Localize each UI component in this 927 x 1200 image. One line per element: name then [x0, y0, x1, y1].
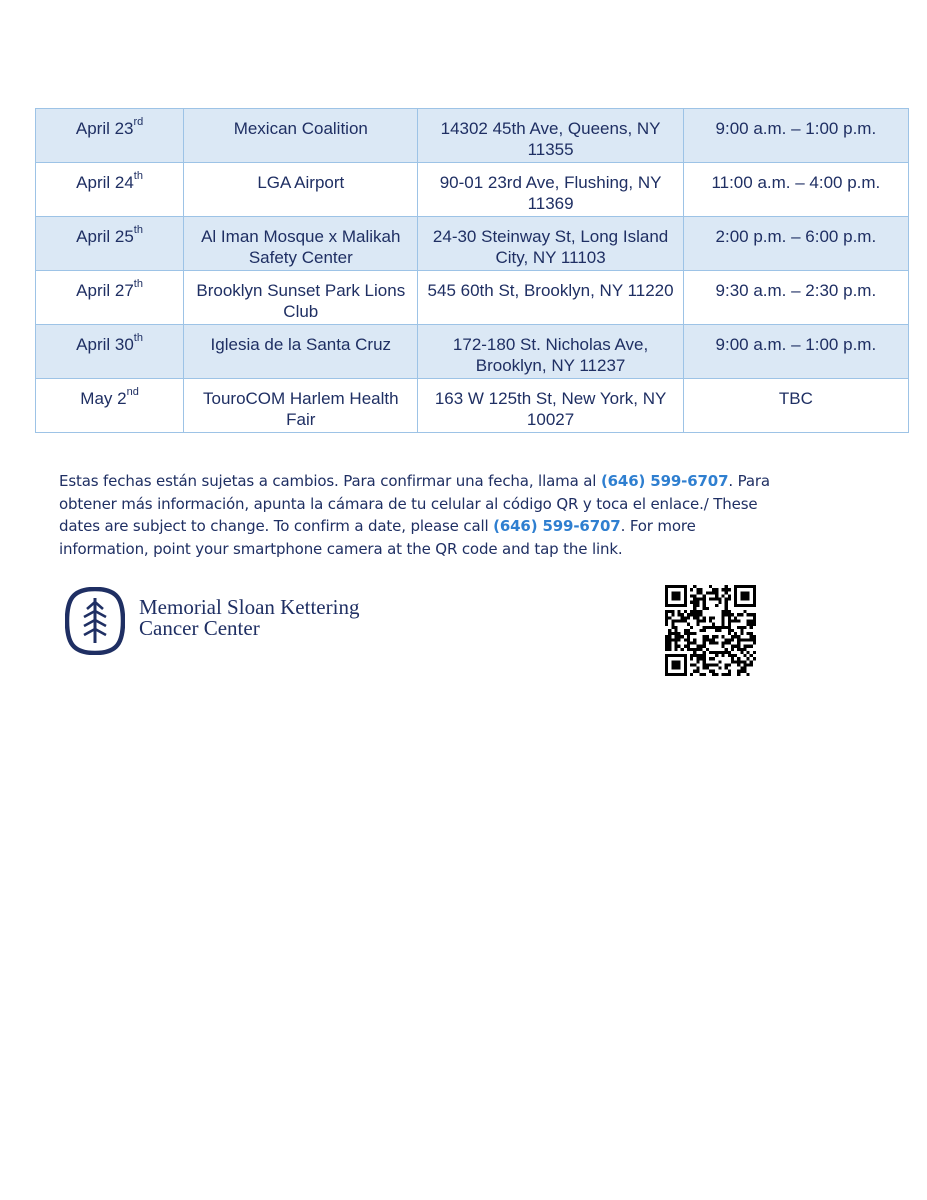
address-cell: 24-30 Steinway St, Long Island City, NY 11103: [418, 217, 683, 271]
date-cell: April 24th: [36, 163, 184, 217]
location-cell: Mexican Coalition: [184, 109, 418, 163]
address-cell: 545 60th St, Brooklyn, NY 11220: [418, 271, 683, 325]
address-cell: 90-01 23rd Ave, Flushing, NY 11369: [418, 163, 683, 217]
location-cell: Iglesia de la Santa Cruz: [184, 325, 418, 379]
time-cell: 2:00 p.m. – 6:00 p.m.: [683, 217, 908, 271]
logo-line-1: Memorial Sloan Kettering: [139, 595, 360, 619]
schedule-disclaimer: Estas fechas están sujetas a cambios. Para confirmar una fecha, llama al (646) 599-6707. Para obtener más información, apunta la cámara de tu celular al código QR y toca el enlace./ These dates are subject to change. To confirm a date, please call (646) 599-6707. For more information, point your smartphone camera at the QR code and tap the link.: [59, 472, 770, 558]
time-cell: 9:30 a.m. – 2:30 p.m.: [683, 271, 908, 325]
qr-code-icon[interactable]: [665, 585, 756, 676]
time-cell: TBC: [683, 379, 908, 433]
address-cell: 172-180 St. Nicholas Ave, Brooklyn, NY 11237: [418, 325, 683, 379]
time-cell: 9:00 a.m. – 1:00 p.m.: [683, 325, 908, 379]
table-row: [36, 109, 909, 163]
time-cell: 9:00 a.m. – 1:00 p.m.: [683, 109, 908, 163]
date-cell: April 27th: [36, 271, 184, 325]
table-row: [36, 217, 909, 271]
location-cell: TouroCOM Harlem Health Fair: [184, 379, 418, 433]
table-row: [36, 379, 909, 433]
date-cell: April 25th: [36, 217, 184, 271]
logo-line-2: Cancer Center: [139, 616, 260, 640]
address-cell: 14302 45th Ave, Queens, NY 11355: [418, 109, 683, 163]
phone-link[interactable]: (646) 599-6707: [493, 517, 621, 535]
phone-link[interactable]: (646) 599-6707: [600, 472, 729, 490]
table-row: [36, 163, 909, 217]
location-cell: Brooklyn Sunset Park Lions Club: [184, 271, 418, 325]
time-cell: 11:00 a.m. – 4:00 p.m.: [683, 163, 908, 217]
address-cell: 163 W 125th St, New York, NY 10027: [418, 379, 683, 433]
table-row: [36, 325, 909, 379]
date-cell: May 2nd: [36, 379, 184, 433]
logo-wordmark: [139, 597, 359, 639]
date-cell: April 30th: [36, 325, 184, 379]
msk-logo: [65, 587, 395, 657]
event-schedule-table: [35, 108, 909, 433]
location-cell: LGA Airport: [184, 163, 418, 217]
msk-tree-icon: [65, 587, 125, 655]
table-row: [36, 271, 909, 325]
date-cell: April 23rd: [36, 109, 184, 163]
location-cell: Al Iman Mosque x Malikah Safety Center: [184, 217, 418, 271]
